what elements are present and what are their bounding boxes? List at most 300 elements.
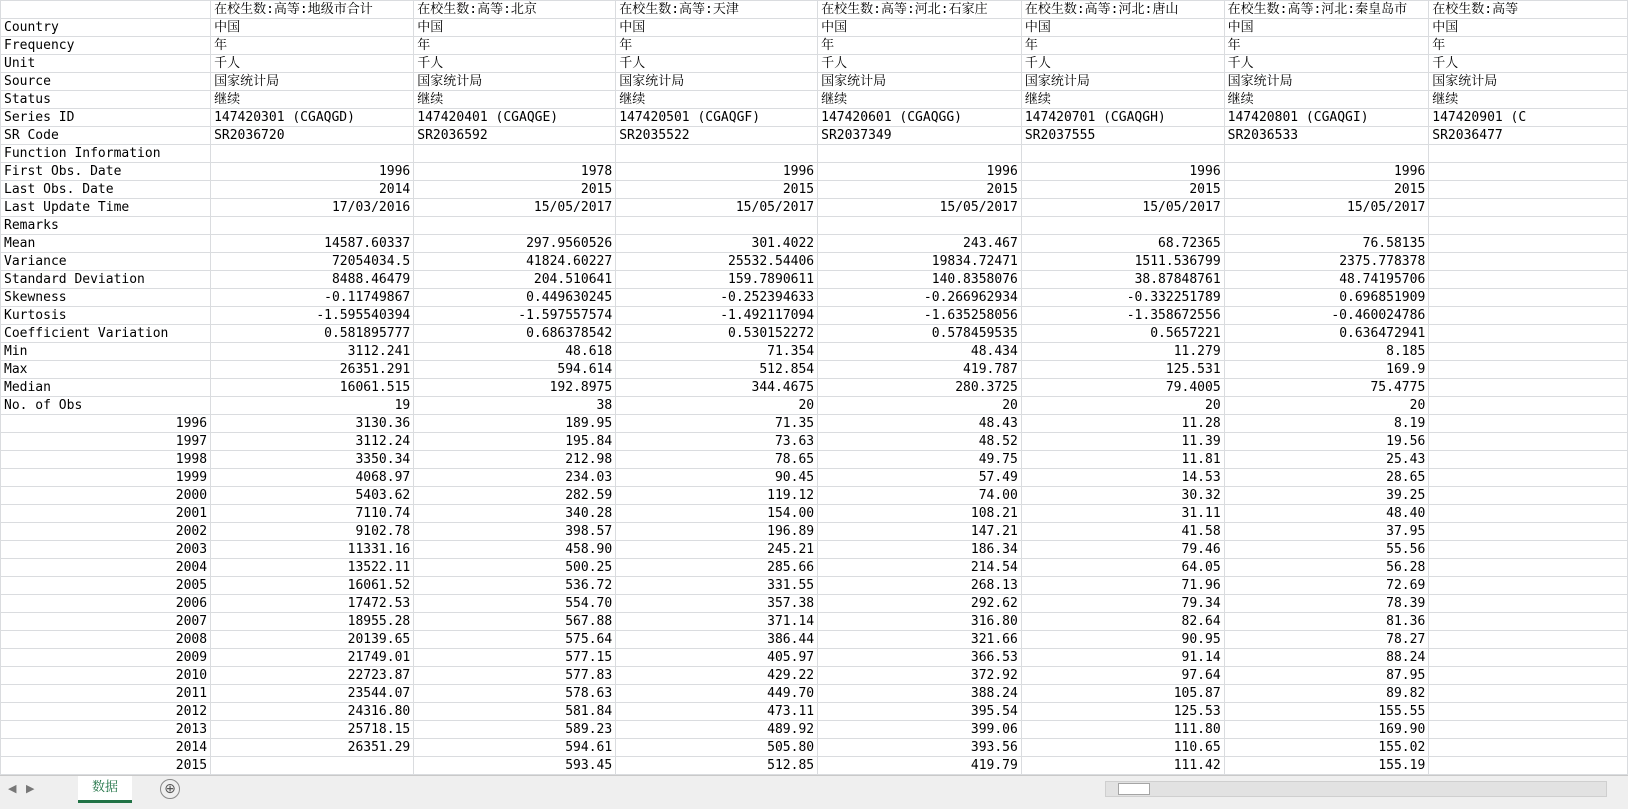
value-cell[interactable]: 577.15	[414, 649, 616, 667]
year-cell[interactable]: 2012	[1, 703, 211, 721]
value-cell[interactable]: -1.597557574	[414, 307, 616, 325]
value-cell[interactable]: 68.72365	[1021, 235, 1224, 253]
value-cell[interactable]: 195.84	[414, 433, 616, 451]
value-cell[interactable]	[1429, 307, 1628, 325]
value-cell[interactable]: 147420701 (CGAQGH)	[1021, 109, 1224, 127]
row-label-cell[interactable]: Standard Deviation	[1, 271, 211, 289]
value-cell[interactable]	[414, 217, 616, 235]
series-header-cell[interactable]: 在校生数:高等:河北:唐山	[1021, 1, 1224, 19]
value-cell[interactable]	[1021, 217, 1224, 235]
value-cell[interactable]: 536.72	[414, 577, 616, 595]
value-cell[interactable]: 90.45	[616, 469, 818, 487]
value-cell[interactable]: 国家统计局	[616, 73, 818, 91]
value-cell[interactable]: -0.11749867	[211, 289, 414, 307]
value-cell[interactable]: 25718.15	[211, 721, 414, 739]
value-cell[interactable]: 14587.60337	[211, 235, 414, 253]
row-label-cell[interactable]: Median	[1, 379, 211, 397]
value-cell[interactable]: 5403.62	[211, 487, 414, 505]
value-cell[interactable]: 196.89	[616, 523, 818, 541]
sheet-tab-data[interactable]: 数据	[78, 776, 132, 803]
value-cell[interactable]: 79.34	[1021, 595, 1224, 613]
value-cell[interactable]: 年	[211, 37, 414, 55]
value-cell[interactable]: 2015	[616, 181, 818, 199]
value-cell[interactable]: 千人	[1224, 55, 1429, 73]
value-cell[interactable]: 16061.52	[211, 577, 414, 595]
value-cell[interactable]: 155.02	[1224, 739, 1429, 757]
row-label-cell[interactable]: Last Obs. Date	[1, 181, 211, 199]
value-cell[interactable]: 186.34	[818, 541, 1022, 559]
year-cell[interactable]: 1997	[1, 433, 211, 451]
value-cell[interactable]	[1429, 667, 1628, 685]
value-cell[interactable]: 395.54	[818, 703, 1022, 721]
value-cell[interactable]: -0.252394633	[616, 289, 818, 307]
value-cell[interactable]: 17472.53	[211, 595, 414, 613]
value-cell[interactable]: 71.354	[616, 343, 818, 361]
row-label-cell[interactable]: Variance	[1, 253, 211, 271]
value-cell[interactable]: 1996	[616, 163, 818, 181]
year-cell[interactable]: 2005	[1, 577, 211, 595]
value-cell[interactable]: 91.14	[1021, 649, 1224, 667]
value-cell[interactable]: 年	[1021, 37, 1224, 55]
value-cell[interactable]: 297.9560526	[414, 235, 616, 253]
row-label-cell[interactable]: Last Update Time	[1, 199, 211, 217]
value-cell[interactable]: 千人	[211, 55, 414, 73]
year-cell[interactable]: 2008	[1, 631, 211, 649]
value-cell[interactable]: 2014	[211, 181, 414, 199]
corner-cell[interactable]	[1, 1, 211, 19]
value-cell[interactable]	[616, 145, 818, 163]
value-cell[interactable]: 千人	[1429, 55, 1628, 73]
value-cell[interactable]: 340.28	[414, 505, 616, 523]
year-cell[interactable]: 2003	[1, 541, 211, 559]
value-cell[interactable]: 577.83	[414, 667, 616, 685]
value-cell[interactable]	[1429, 271, 1628, 289]
value-cell[interactable]	[1429, 343, 1628, 361]
value-cell[interactable]	[1429, 505, 1628, 523]
value-cell[interactable]: 119.12	[616, 487, 818, 505]
value-cell[interactable]: 26351.29	[211, 739, 414, 757]
value-cell[interactable]	[211, 757, 414, 775]
value-cell[interactable]	[1224, 217, 1429, 235]
value-cell[interactable]: 国家统计局	[818, 73, 1022, 91]
value-cell[interactable]	[1429, 757, 1628, 775]
value-cell[interactable]: 268.13	[818, 577, 1022, 595]
value-cell[interactable]: 20	[616, 397, 818, 415]
value-cell[interactable]: 41.58	[1021, 523, 1224, 541]
value-cell[interactable]: 147420401 (CGAQGE)	[414, 109, 616, 127]
value-cell[interactable]	[1429, 145, 1628, 163]
value-cell[interactable]	[1021, 145, 1224, 163]
value-cell[interactable]: 31.11	[1021, 505, 1224, 523]
value-cell[interactable]: 中国	[414, 19, 616, 37]
value-cell[interactable]: 81.36	[1224, 613, 1429, 631]
value-cell[interactable]: 419.79	[818, 757, 1022, 775]
value-cell[interactable]: -1.635258056	[818, 307, 1022, 325]
series-header-cell[interactable]: 在校生数:高等:天津	[616, 1, 818, 19]
value-cell[interactable]: 234.03	[414, 469, 616, 487]
add-sheet-icon[interactable]: ⊕	[160, 779, 180, 799]
year-cell[interactable]: 2010	[1, 667, 211, 685]
value-cell[interactable]: 19834.72471	[818, 253, 1022, 271]
value-cell[interactable]: 1996	[1021, 163, 1224, 181]
value-cell[interactable]	[1429, 631, 1628, 649]
value-cell[interactable]: 15/05/2017	[616, 199, 818, 217]
year-cell[interactable]: 2000	[1, 487, 211, 505]
value-cell[interactable]: 82.64	[1021, 613, 1224, 631]
value-cell[interactable]: 继续	[818, 91, 1022, 109]
prev-sheet-icon[interactable]: ◀	[8, 782, 17, 795]
value-cell[interactable]: 中国	[1224, 19, 1429, 37]
year-cell[interactable]: 1999	[1, 469, 211, 487]
row-label-cell[interactable]: SR Code	[1, 127, 211, 145]
value-cell[interactable]: 国家统计局	[1429, 73, 1628, 91]
row-label-cell[interactable]: Coefficient Variation	[1, 325, 211, 343]
value-cell[interactable]: 388.24	[818, 685, 1022, 703]
value-cell[interactable]: 20	[1224, 397, 1429, 415]
value-cell[interactable]: SR2036477	[1429, 127, 1628, 145]
value-cell[interactable]	[1429, 163, 1628, 181]
year-cell[interactable]: 2006	[1, 595, 211, 613]
year-cell[interactable]: 2013	[1, 721, 211, 739]
value-cell[interactable]: 14.53	[1021, 469, 1224, 487]
value-cell[interactable]: 429.22	[616, 667, 818, 685]
value-cell[interactable]: 78.65	[616, 451, 818, 469]
series-header-cell[interactable]: 在校生数:高等:河北:石家庄	[818, 1, 1022, 19]
value-cell[interactable]: 292.62	[818, 595, 1022, 613]
value-cell[interactable]: 97.64	[1021, 667, 1224, 685]
value-cell[interactable]: 204.510641	[414, 271, 616, 289]
value-cell[interactable]: 24316.80	[211, 703, 414, 721]
value-cell[interactable]	[1429, 325, 1628, 343]
value-cell[interactable]: 71.96	[1021, 577, 1224, 595]
value-cell[interactable]: 中国	[818, 19, 1022, 37]
series-header-cell[interactable]: 在校生数:高等	[1429, 1, 1628, 19]
value-cell[interactable]: 285.66	[616, 559, 818, 577]
value-cell[interactable]: 2015	[818, 181, 1022, 199]
value-cell[interactable]: 18955.28	[211, 613, 414, 631]
value-cell[interactable]	[1429, 451, 1628, 469]
value-cell[interactable]: 372.92	[818, 667, 1022, 685]
value-cell[interactable]: 48.40	[1224, 505, 1429, 523]
value-cell[interactable]: 继续	[1224, 91, 1429, 109]
value-cell[interactable]: 25.43	[1224, 451, 1429, 469]
value-cell[interactable]: 189.95	[414, 415, 616, 433]
next-sheet-icon[interactable]: ▶	[26, 782, 35, 795]
row-label-cell[interactable]: First Obs. Date	[1, 163, 211, 181]
value-cell[interactable]: 1996	[211, 163, 414, 181]
value-cell[interactable]: 0.686378542	[414, 325, 616, 343]
value-cell[interactable]: 11.81	[1021, 451, 1224, 469]
value-cell[interactable]: 500.25	[414, 559, 616, 577]
value-cell[interactable]: 中国	[1021, 19, 1224, 37]
value-cell[interactable]	[1429, 415, 1628, 433]
value-cell[interactable]: 505.80	[616, 739, 818, 757]
value-cell[interactable]: 千人	[616, 55, 818, 73]
year-cell[interactable]: 2015	[1, 757, 211, 775]
value-cell[interactable]: 316.80	[818, 613, 1022, 631]
row-label-cell[interactable]: Function Information	[1, 145, 211, 163]
value-cell[interactable]	[1429, 397, 1628, 415]
value-cell[interactable]: 79.4005	[1021, 379, 1224, 397]
value-cell[interactable]	[1429, 685, 1628, 703]
value-cell[interactable]: 国家统计局	[1021, 73, 1224, 91]
value-cell[interactable]: 23544.07	[211, 685, 414, 703]
value-cell[interactable]	[1429, 577, 1628, 595]
value-cell[interactable]	[818, 217, 1022, 235]
value-cell[interactable]: -0.266962934	[818, 289, 1022, 307]
value-cell[interactable]	[1429, 703, 1628, 721]
value-cell[interactable]: 90.95	[1021, 631, 1224, 649]
value-cell[interactable]: 千人	[414, 55, 616, 73]
value-cell[interactable]	[1429, 649, 1628, 667]
value-cell[interactable]: 589.23	[414, 721, 616, 739]
value-cell[interactable]: 年	[818, 37, 1022, 55]
value-cell[interactable]: 1996	[818, 163, 1022, 181]
value-cell[interactable]	[1429, 721, 1628, 739]
value-cell[interactable]: 243.467	[818, 235, 1022, 253]
value-cell[interactable]: SR2035522	[616, 127, 818, 145]
value-cell[interactable]	[1429, 199, 1628, 217]
value-cell[interactable]: 1511.536799	[1021, 253, 1224, 271]
value-cell[interactable]: -1.492117094	[616, 307, 818, 325]
value-cell[interactable]: 73.63	[616, 433, 818, 451]
value-cell[interactable]: 1978	[414, 163, 616, 181]
row-label-cell[interactable]: Source	[1, 73, 211, 91]
value-cell[interactable]: 75.4775	[1224, 379, 1429, 397]
value-cell[interactable]: 21749.01	[211, 649, 414, 667]
value-cell[interactable]: 154.00	[616, 505, 818, 523]
value-cell[interactable]: 3350.34	[211, 451, 414, 469]
year-cell[interactable]: 2002	[1, 523, 211, 541]
value-cell[interactable]: 38	[414, 397, 616, 415]
value-cell[interactable]: 111.80	[1021, 721, 1224, 739]
value-cell[interactable]: 594.614	[414, 361, 616, 379]
value-cell[interactable]: 593.45	[414, 757, 616, 775]
value-cell[interactable]: 0.581895777	[211, 325, 414, 343]
value-cell[interactable]	[1429, 289, 1628, 307]
year-cell[interactable]: 1998	[1, 451, 211, 469]
value-cell[interactable]: 国家统计局	[211, 73, 414, 91]
value-cell[interactable]: 中国	[616, 19, 818, 37]
value-cell[interactable]: 国家统计局	[414, 73, 616, 91]
value-cell[interactable]: 155.19	[1224, 757, 1429, 775]
value-cell[interactable]: 280.3725	[818, 379, 1022, 397]
value-cell[interactable]: 111.42	[1021, 757, 1224, 775]
value-cell[interactable]: 15/05/2017	[1021, 199, 1224, 217]
value-cell[interactable]: 26351.291	[211, 361, 414, 379]
value-cell[interactable]: 57.49	[818, 469, 1022, 487]
value-cell[interactable]: 年	[1224, 37, 1429, 55]
row-label-cell[interactable]: Unit	[1, 55, 211, 73]
value-cell[interactable]: 71.35	[616, 415, 818, 433]
value-cell[interactable]: 千人	[1021, 55, 1224, 73]
value-cell[interactable]: 49.75	[818, 451, 1022, 469]
value-cell[interactable]: SR2036592	[414, 127, 616, 145]
value-cell[interactable]: 0.696851909	[1224, 289, 1429, 307]
value-cell[interactable]: 1996	[1224, 163, 1429, 181]
value-cell[interactable]: 192.8975	[414, 379, 616, 397]
value-cell[interactable]: 366.53	[818, 649, 1022, 667]
value-cell[interactable]: 13522.11	[211, 559, 414, 577]
value-cell[interactable]: 578.63	[414, 685, 616, 703]
value-cell[interactable]: 11.28	[1021, 415, 1224, 433]
value-cell[interactable]: 344.4675	[616, 379, 818, 397]
value-cell[interactable]: 399.06	[818, 721, 1022, 739]
value-cell[interactable]: 20	[818, 397, 1022, 415]
value-cell[interactable]: 512.854	[616, 361, 818, 379]
value-cell[interactable]: 125.531	[1021, 361, 1224, 379]
value-cell[interactable]: 37.95	[1224, 523, 1429, 541]
value-cell[interactable]: 108.21	[818, 505, 1022, 523]
value-cell[interactable]: 继续	[1021, 91, 1224, 109]
value-cell[interactable]: 331.55	[616, 577, 818, 595]
value-cell[interactable]: 继续	[1429, 91, 1628, 109]
row-label-cell[interactable]: Skewness	[1, 289, 211, 307]
value-cell[interactable]: 继续	[211, 91, 414, 109]
value-cell[interactable]: -1.595540394	[211, 307, 414, 325]
value-cell[interactable]	[818, 145, 1022, 163]
value-cell[interactable]: 74.00	[818, 487, 1022, 505]
value-cell[interactable]	[1429, 487, 1628, 505]
value-cell[interactable]: 64.05	[1021, 559, 1224, 577]
value-cell[interactable]: 2015	[414, 181, 616, 199]
value-cell[interactable]: 147420301 (CGAQGD)	[211, 109, 414, 127]
value-cell[interactable]	[1429, 253, 1628, 271]
value-cell[interactable]: 15/05/2017	[414, 199, 616, 217]
value-cell[interactable]: -0.332251789	[1021, 289, 1224, 307]
value-cell[interactable]	[1429, 181, 1628, 199]
value-cell[interactable]: 19.56	[1224, 433, 1429, 451]
value-cell[interactable]	[1429, 235, 1628, 253]
row-label-cell[interactable]: Series ID	[1, 109, 211, 127]
value-cell[interactable]: 2375.778378	[1224, 253, 1429, 271]
value-cell[interactable]	[1429, 469, 1628, 487]
value-cell[interactable]: 8.19	[1224, 415, 1429, 433]
value-cell[interactable]: 0.636472941	[1224, 325, 1429, 343]
value-cell[interactable]: 473.11	[616, 703, 818, 721]
year-cell[interactable]: 2007	[1, 613, 211, 631]
value-cell[interactable]: 419.787	[818, 361, 1022, 379]
value-cell[interactable]: 中国	[1429, 19, 1628, 37]
value-cell[interactable]	[1429, 433, 1628, 451]
year-cell[interactable]: 2004	[1, 559, 211, 577]
value-cell[interactable]: 72.69	[1224, 577, 1429, 595]
value-cell[interactable]: 321.66	[818, 631, 1022, 649]
value-cell[interactable]: 11.279	[1021, 343, 1224, 361]
value-cell[interactable]: 594.61	[414, 739, 616, 757]
value-cell[interactable]: 76.58135	[1224, 235, 1429, 253]
value-cell[interactable]: 国家统计局	[1224, 73, 1429, 91]
value-cell[interactable]: 147420801 (CGAQGI)	[1224, 109, 1429, 127]
value-cell[interactable]: 11331.16	[211, 541, 414, 559]
value-cell[interactable]	[211, 217, 414, 235]
value-cell[interactable]: 3112.24	[211, 433, 414, 451]
row-label-cell[interactable]: No. of Obs	[1, 397, 211, 415]
value-cell[interactable]: 88.24	[1224, 649, 1429, 667]
horizontal-scrollbar[interactable]	[1105, 781, 1607, 797]
value-cell[interactable]: SR2037555	[1021, 127, 1224, 145]
value-cell[interactable]: 393.56	[818, 739, 1022, 757]
value-cell[interactable]: 581.84	[414, 703, 616, 721]
value-cell[interactable]: 中国	[211, 19, 414, 37]
value-cell[interactable]: 212.98	[414, 451, 616, 469]
value-cell[interactable]: 0.5657221	[1021, 325, 1224, 343]
value-cell[interactable]: 16061.515	[211, 379, 414, 397]
value-cell[interactable]: 105.87	[1021, 685, 1224, 703]
value-cell[interactable]: 20	[1021, 397, 1224, 415]
value-cell[interactable]: 159.7890611	[616, 271, 818, 289]
value-cell[interactable]: SR2036533	[1224, 127, 1429, 145]
value-cell[interactable]: 214.54	[818, 559, 1022, 577]
value-cell[interactable]: 38.87848761	[1021, 271, 1224, 289]
value-cell[interactable]	[1429, 595, 1628, 613]
value-cell[interactable]: 79.46	[1021, 541, 1224, 559]
year-cell[interactable]: 2011	[1, 685, 211, 703]
value-cell[interactable]: 2015	[1021, 181, 1224, 199]
value-cell[interactable]	[211, 145, 414, 163]
series-header-cell[interactable]: 在校生数:高等:北京	[414, 1, 616, 19]
value-cell[interactable]: 9102.78	[211, 523, 414, 541]
value-cell[interactable]: 169.9	[1224, 361, 1429, 379]
value-cell[interactable]	[1429, 361, 1628, 379]
value-cell[interactable]: 15/05/2017	[818, 199, 1022, 217]
row-label-cell[interactable]: Min	[1, 343, 211, 361]
value-cell[interactable]: 48.434	[818, 343, 1022, 361]
value-cell[interactable]: 7110.74	[211, 505, 414, 523]
value-cell[interactable]: 48.618	[414, 343, 616, 361]
value-cell[interactable]: 8.185	[1224, 343, 1429, 361]
value-cell[interactable]: 28.65	[1224, 469, 1429, 487]
value-cell[interactable]: 19	[211, 397, 414, 415]
year-cell[interactable]: 2014	[1, 739, 211, 757]
value-cell[interactable]: 30.32	[1021, 487, 1224, 505]
value-cell[interactable]: 147420901 (C	[1429, 109, 1628, 127]
value-cell[interactable]: 25532.54406	[616, 253, 818, 271]
value-cell[interactable]: 405.97	[616, 649, 818, 667]
value-cell[interactable]: 89.82	[1224, 685, 1429, 703]
value-cell[interactable]: 17/03/2016	[211, 199, 414, 217]
value-cell[interactable]: 155.55	[1224, 703, 1429, 721]
value-cell[interactable]	[1429, 523, 1628, 541]
value-cell[interactable]: 147420601 (CGAQGG)	[818, 109, 1022, 127]
value-cell[interactable]: 继续	[616, 91, 818, 109]
value-cell[interactable]: 140.8358076	[818, 271, 1022, 289]
value-cell[interactable]: 20139.65	[211, 631, 414, 649]
value-cell[interactable]: 48.52	[818, 433, 1022, 451]
value-cell[interactable]: 449.70	[616, 685, 818, 703]
value-cell[interactable]: 22723.87	[211, 667, 414, 685]
value-cell[interactable]	[1429, 739, 1628, 757]
scrollbar-thumb[interactable]	[1118, 783, 1150, 795]
series-header-cell[interactable]: 在校生数:高等:河北:秦皇岛市	[1224, 1, 1429, 19]
value-cell[interactable]: 282.59	[414, 487, 616, 505]
row-label-cell[interactable]: Kurtosis	[1, 307, 211, 325]
value-cell[interactable]: 0.449630245	[414, 289, 616, 307]
value-cell[interactable]: 8488.46479	[211, 271, 414, 289]
row-label-cell[interactable]: Status	[1, 91, 211, 109]
value-cell[interactable]: 398.57	[414, 523, 616, 541]
value-cell[interactable]: 245.21	[616, 541, 818, 559]
value-cell[interactable]: 512.85	[616, 757, 818, 775]
row-label-cell[interactable]: Country	[1, 19, 211, 37]
value-cell[interactable]: 48.74195706	[1224, 271, 1429, 289]
value-cell[interactable]	[1429, 217, 1628, 235]
value-cell[interactable]: 56.28	[1224, 559, 1429, 577]
value-cell[interactable]: 567.88	[414, 613, 616, 631]
value-cell[interactable]: 72054034.5	[211, 253, 414, 271]
value-cell[interactable]: 125.53	[1021, 703, 1224, 721]
year-cell[interactable]: 2009	[1, 649, 211, 667]
